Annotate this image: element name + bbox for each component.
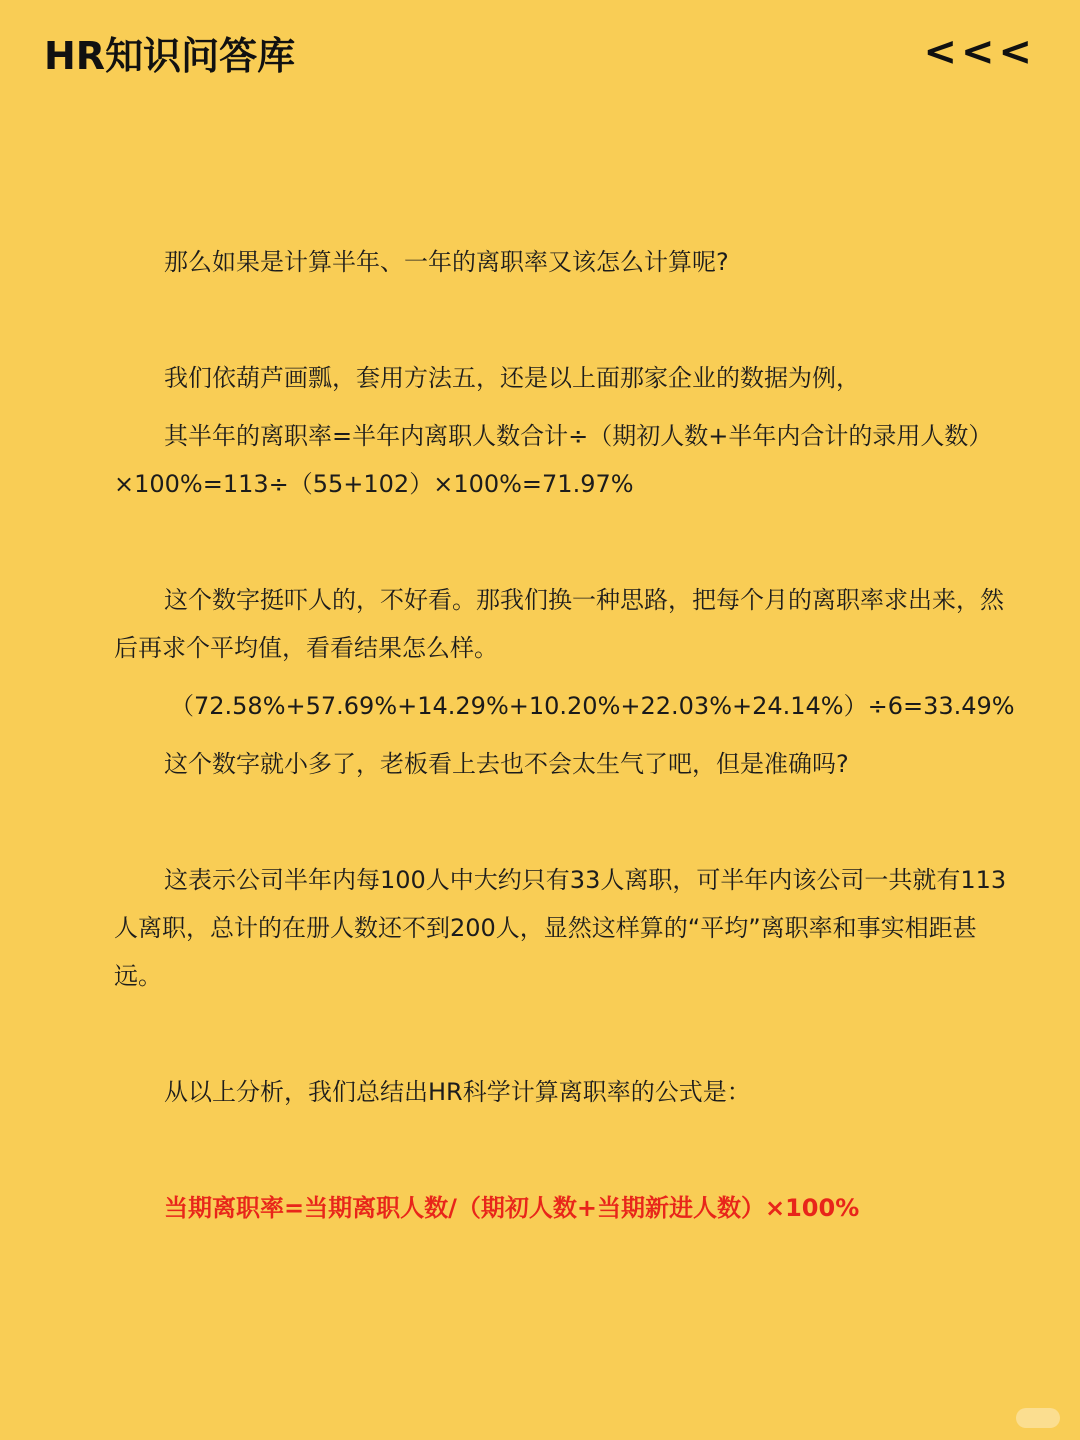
paragraph-half-year-formula: 其半年的离职率=半年内离职人数合计÷（期初人数+半年内合计的录用人数）×100%=113÷（55+102）×100%=71.97%	[114, 422, 993, 498]
page-title: HR知识问答库	[44, 34, 296, 78]
paragraph-question: 那么如果是计算半年、一年的离职率又该怎么计算呢?	[164, 248, 729, 276]
turnover-formula: 当期离职率=当期离职人数/（期初人数+当期新进人数）×100%	[164, 1194, 860, 1222]
watermark-badge	[1016, 1408, 1060, 1428]
paragraph-accuracy-question: 这个数字就小多了，老板看上去也不会太生气了吧，但是准确吗?	[164, 750, 849, 778]
paragraph-explanation: 这表示公司半年内每100人中大约只有33人离职，可半年内该公司一共就有113人离职，总计的在册人数还不到200人，显然这样算的“平均”离职率和事实相距甚远。	[114, 866, 1007, 990]
back-arrows-icon[interactable]: <<<	[923, 29, 1036, 75]
average-calculation: （72.58%+57.69%+14.29%+10.20%+22.03%+24.14%）÷6=33.49%	[170, 692, 1015, 720]
paragraph-summary: 从以上分析，我们总结出HR科学计算离职率的公式是：	[164, 1078, 751, 1106]
paragraph-method: 我们依葫芦画瓢，套用方法五，还是以上面那家企业的数据为例，	[164, 364, 860, 392]
paragraph-alternative: 这个数字挺吓人的，不好看。那我们换一种思路，把每个月的离职率求出来，然后再求个平均值，看看结果怎么样。	[114, 586, 1004, 662]
